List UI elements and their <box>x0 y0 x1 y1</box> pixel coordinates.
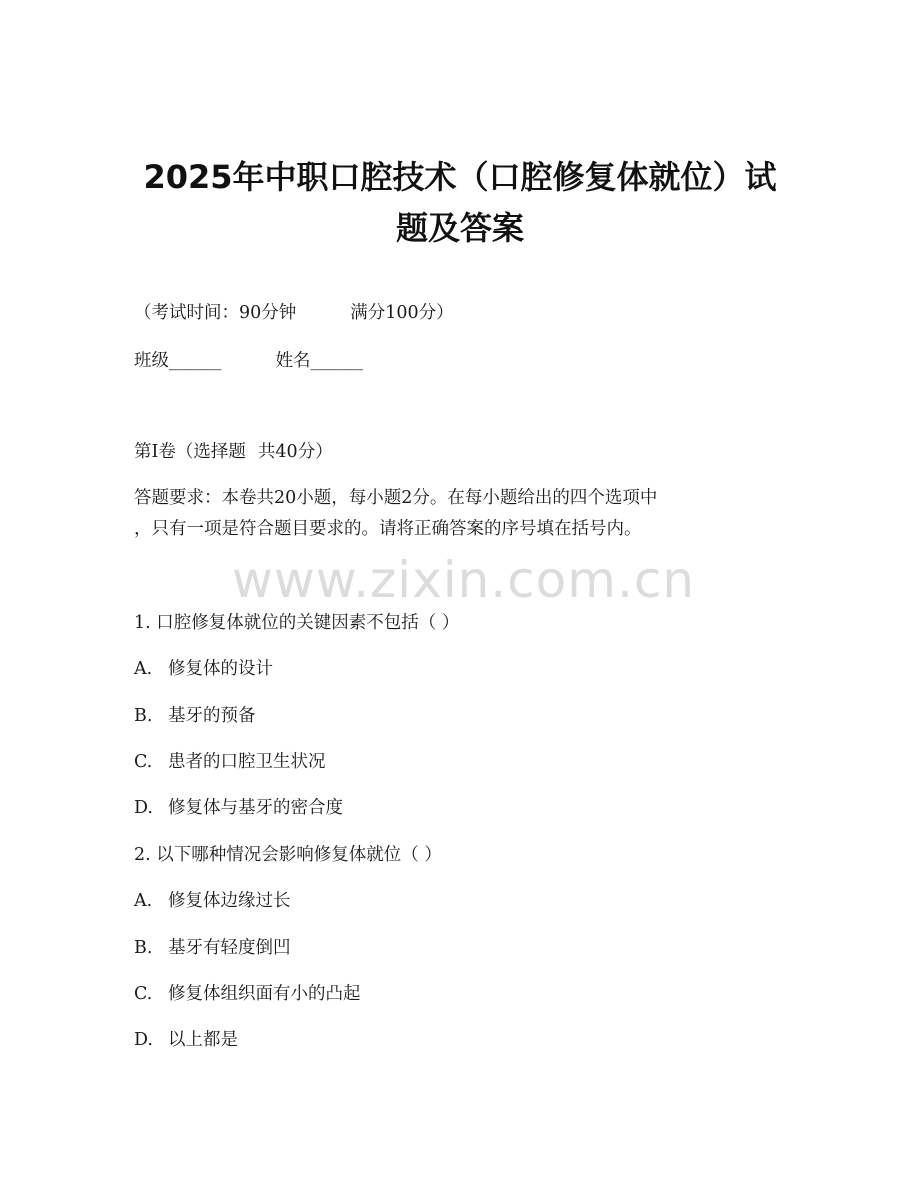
exam-time: （考试时间：90分钟 <box>134 303 297 323</box>
question-1-option-d <box>134 795 343 821</box>
section-heading-part2: 共40分） <box>257 442 333 462</box>
exam-info <box>134 300 454 326</box>
option-text: 基牙的预备 <box>168 706 256 726</box>
option-letter: B. <box>134 706 153 726</box>
option-letter: C. <box>134 984 153 1004</box>
exam-title-line1: 2025年中职口腔技术（口腔修复体就位）试 <box>143 158 777 196</box>
question-1-stem: 1. 口腔修复体就位的关键因素不包括（ ） <box>134 613 460 633</box>
instructions-line2: ，只有一项是符合题目要求的。请将正确答案的序号填在括号内。 <box>134 519 642 539</box>
option-text: 修复体边缘过长 <box>168 891 291 911</box>
section-heading-part1: 第I卷（选择题 <box>134 442 246 462</box>
option-text: 修复体的设计 <box>168 659 273 679</box>
option-text: 以上都是 <box>168 1030 238 1050</box>
option-text: 修复体与基牙的密合度 <box>168 798 343 818</box>
option-letter: B. <box>134 938 153 958</box>
option-letter: A. <box>134 891 153 911</box>
student-fields <box>134 348 363 374</box>
exam-title-line2: 题及答案 <box>395 209 524 247</box>
instructions-line1: 答题要求：本卷共20小题，每小题2分。在每小题给出的四个选项中 <box>134 488 658 508</box>
option-text: 患者的口腔卫生状况 <box>168 752 326 772</box>
option-letter: C. <box>134 752 153 772</box>
option-text: 基牙有轻度倒凹 <box>168 938 291 958</box>
question-1-option-a <box>134 656 273 682</box>
exam-score: 满分100分） <box>350 303 454 323</box>
question-1-option-b <box>134 703 256 729</box>
question-2-stem: 2. 以下哪种情况会影响修复体就位（ ） <box>134 845 442 865</box>
question-2-option-d <box>134 1027 238 1053</box>
watermark: www.zixin.com.cn <box>232 551 696 609</box>
section-heading <box>134 439 333 465</box>
option-letter: D. <box>134 798 153 818</box>
question-2-option-a <box>134 888 291 914</box>
name-field: 姓名______ <box>275 351 363 371</box>
question-2-option-b <box>134 935 291 961</box>
question-2-option-c <box>134 981 361 1007</box>
option-text: 修复体组织面有小的凸起 <box>168 984 361 1004</box>
option-letter: D. <box>134 1030 153 1050</box>
question-1-option-c <box>134 749 326 775</box>
class-field: 班级______ <box>134 351 222 371</box>
option-letter: A. <box>134 659 153 679</box>
